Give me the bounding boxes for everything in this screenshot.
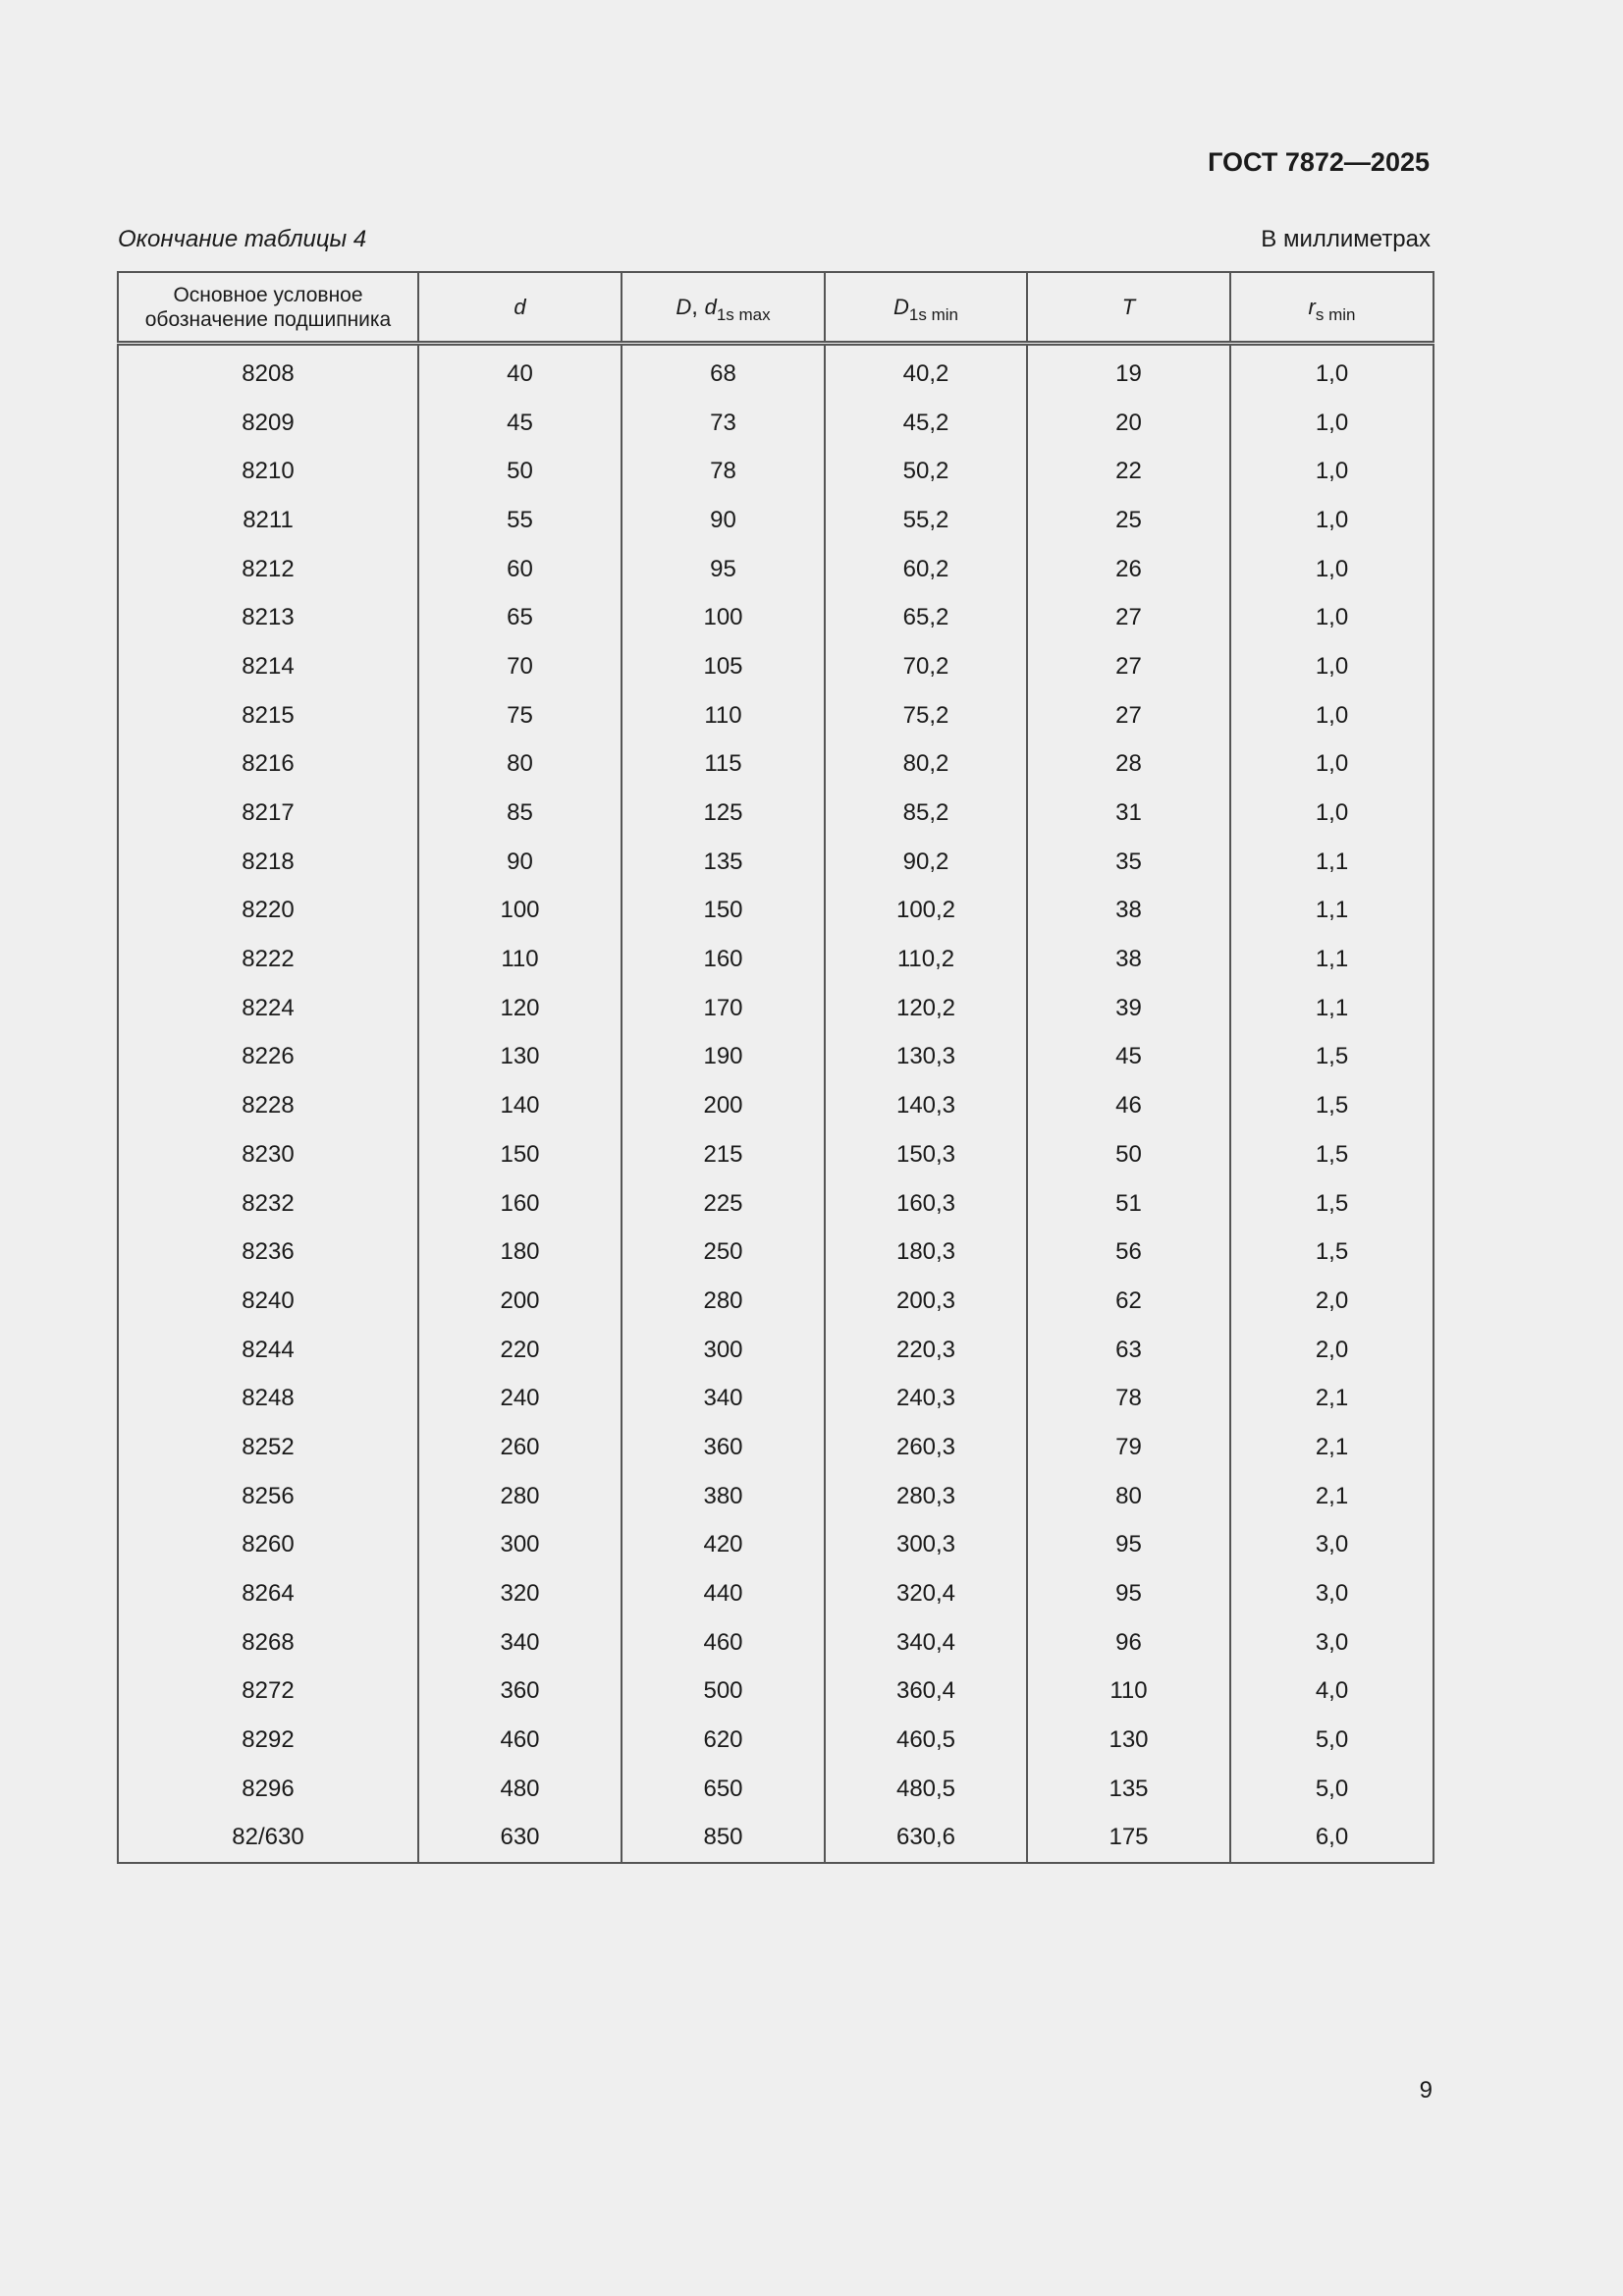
cell-d: 340 [418,1618,622,1667]
cell-designation: 8272 [118,1667,418,1717]
table-row [118,838,1434,887]
cell-rs-min: 4,0 [1230,1667,1434,1717]
table-row [118,789,1434,838]
cell-D-d1s-max: 90 [622,496,825,545]
cell-rs-min: 2,0 [1230,1326,1434,1375]
cell-rs-min: 5,0 [1230,1765,1434,1814]
cell-D-d1s-max: 100 [622,593,825,642]
cell-D-d1s-max: 200 [622,1081,825,1130]
cell-rs-min: 1,0 [1230,740,1434,790]
cell-T: 135 [1027,1765,1230,1814]
cell-T: 78 [1027,1374,1230,1423]
cell-D1s-min: 130,3 [825,1033,1027,1082]
cell-d: 65 [418,593,622,642]
cell-T: 25 [1027,496,1230,545]
cell-T: 19 [1027,344,1230,399]
cell-T: 28 [1027,740,1230,790]
cell-designation: 8244 [118,1326,418,1375]
header-subscript: s min [1315,304,1356,324]
cell-D1s-min: 45,2 [825,399,1027,448]
cell-rs-min: 1,0 [1230,399,1434,448]
cell-rs-min: 3,0 [1230,1521,1434,1570]
cell-rs-min: 1,5 [1230,1033,1434,1082]
table-row [118,1228,1434,1277]
cell-d: 55 [418,496,622,545]
cell-designation: 82/630 [118,1814,418,1864]
header-separator: , [691,293,705,320]
cell-T: 79 [1027,1423,1230,1472]
cell-d: 460 [418,1716,622,1765]
cell-designation: 8264 [118,1569,418,1618]
cell-T: 175 [1027,1814,1230,1864]
cell-designation: 8292 [118,1716,418,1765]
header-subscript: 1s max [716,304,771,324]
cell-rs-min: 2,0 [1230,1277,1434,1326]
cell-d: 360 [418,1667,622,1717]
cell-d: 150 [418,1130,622,1179]
cell-rs-min: 2,1 [1230,1374,1434,1423]
cell-rs-min: 1,0 [1230,789,1434,838]
cell-designation: 8216 [118,740,418,790]
units-note: В миллиметрах [1261,226,1431,252]
table-row [118,496,1434,545]
table-row [118,399,1434,448]
table-row [118,1765,1434,1814]
cell-D1s-min: 280,3 [825,1472,1027,1521]
table-row [118,1033,1434,1082]
cell-T: 96 [1027,1618,1230,1667]
table-row [118,1667,1434,1717]
cell-D1s-min: 100,2 [825,887,1027,936]
cell-D-d1s-max: 440 [622,1569,825,1618]
cell-rs-min: 2,1 [1230,1423,1434,1472]
header-symbol: T [1121,294,1136,319]
table-header-row [118,272,1434,344]
cell-designation: 8220 [118,887,418,936]
cell-designation: 8218 [118,838,418,887]
cell-D-d1s-max: 225 [622,1179,825,1229]
cell-T: 80 [1027,1472,1230,1521]
cell-rs-min: 1,5 [1230,1130,1434,1179]
cell-T: 56 [1027,1228,1230,1277]
cell-designation: 8212 [118,545,418,594]
cell-rs-min: 3,0 [1230,1569,1434,1618]
cell-D1s-min: 55,2 [825,496,1027,545]
cell-rs-min: 1,0 [1230,344,1434,399]
table-row [118,447,1434,496]
cell-T: 63 [1027,1326,1230,1375]
table-caption: Окончание таблицы 4 [118,226,367,252]
cell-D-d1s-max: 380 [622,1472,825,1521]
cell-T: 22 [1027,447,1230,496]
header-symbol: d [514,294,526,319]
cell-designation: 8236 [118,1228,418,1277]
cell-D-d1s-max: 620 [622,1716,825,1765]
cell-T: 130 [1027,1716,1230,1765]
cell-T: 38 [1027,887,1230,936]
cell-rs-min: 1,0 [1230,447,1434,496]
cell-T: 110 [1027,1667,1230,1717]
cell-D1s-min: 200,3 [825,1277,1027,1326]
cell-rs-min: 5,0 [1230,1716,1434,1765]
cell-D1s-min: 65,2 [825,593,1027,642]
cell-D1s-min: 480,5 [825,1765,1027,1814]
table-row [118,1618,1434,1667]
cell-d: 90 [418,838,622,887]
cell-D1s-min: 340,4 [825,1618,1027,1667]
cell-D1s-min: 90,2 [825,838,1027,887]
cell-rs-min: 1,0 [1230,545,1434,594]
table-row [118,593,1434,642]
cell-D-d1s-max: 105 [622,642,825,691]
cell-D1s-min: 460,5 [825,1716,1027,1765]
cell-d: 200 [418,1277,622,1326]
table-body [118,344,1434,1864]
cell-d: 160 [418,1179,622,1229]
cell-D1s-min: 150,3 [825,1130,1027,1179]
column-header-rs-min [1230,272,1434,344]
header-symbol: r [1308,294,1316,319]
cell-D-d1s-max: 340 [622,1374,825,1423]
cell-d: 220 [418,1326,622,1375]
table-row [118,935,1434,984]
cell-rs-min: 1,0 [1230,593,1434,642]
cell-D-d1s-max: 78 [622,447,825,496]
header-symbol: D [893,294,909,319]
cell-rs-min: 2,1 [1230,1472,1434,1521]
table-row [118,740,1434,790]
cell-designation: 8213 [118,593,418,642]
cell-d: 75 [418,691,622,740]
cell-D-d1s-max: 250 [622,1228,825,1277]
cell-D-d1s-max: 73 [622,399,825,448]
cell-rs-min: 1,5 [1230,1179,1434,1229]
cell-rs-min: 6,0 [1230,1814,1434,1864]
cell-designation: 8217 [118,789,418,838]
cell-T: 27 [1027,691,1230,740]
cell-d: 140 [418,1081,622,1130]
table-row [118,1326,1434,1375]
table-row [118,1472,1434,1521]
cell-D1s-min: 40,2 [825,344,1027,399]
cell-d: 120 [418,984,622,1033]
cell-rs-min: 1,1 [1230,984,1434,1033]
table-row [118,1716,1434,1765]
table-row [118,984,1434,1033]
cell-D1s-min: 320,4 [825,1569,1027,1618]
table-row [118,642,1434,691]
cell-d: 60 [418,545,622,594]
cell-T: 50 [1027,1130,1230,1179]
header-symbol: D [676,294,692,319]
cell-T: 39 [1027,984,1230,1033]
cell-rs-min: 1,0 [1230,691,1434,740]
cell-d: 70 [418,642,622,691]
cell-d: 45 [418,399,622,448]
cell-designation: 8248 [118,1374,418,1423]
cell-designation: 8228 [118,1081,418,1130]
cell-D-d1s-max: 215 [622,1130,825,1179]
table-row [118,887,1434,936]
cell-D1s-min: 360,4 [825,1667,1027,1717]
cell-D-d1s-max: 170 [622,984,825,1033]
cell-d: 40 [418,344,622,399]
cell-T: 27 [1027,642,1230,691]
column-header-D-d1s-max [622,272,825,344]
cell-rs-min: 1,5 [1230,1081,1434,1130]
cell-rs-min: 1,0 [1230,496,1434,545]
column-header-D1s-min [825,272,1027,344]
table-row [118,1814,1434,1864]
cell-designation: 8210 [118,447,418,496]
cell-D1s-min: 260,3 [825,1423,1027,1472]
cell-T: 62 [1027,1277,1230,1326]
cell-d: 110 [418,935,622,984]
cell-designation: 8209 [118,399,418,448]
table-row [118,691,1434,740]
cell-rs-min: 1,1 [1230,838,1434,887]
cell-D-d1s-max: 650 [622,1765,825,1814]
column-header-d [418,272,622,344]
header-symbol: d [704,294,717,319]
cell-T: 38 [1027,935,1230,984]
cell-rs-min: 3,0 [1230,1618,1434,1667]
cell-designation: 8224 [118,984,418,1033]
cell-designation: 8240 [118,1277,418,1326]
cell-d: 100 [418,887,622,936]
cell-T: 95 [1027,1569,1230,1618]
cell-D-d1s-max: 190 [622,1033,825,1082]
cell-D1s-min: 300,3 [825,1521,1027,1570]
cell-designation: 8232 [118,1179,418,1229]
cell-d: 260 [418,1423,622,1472]
cell-D-d1s-max: 110 [622,691,825,740]
cell-D-d1s-max: 280 [622,1277,825,1326]
page-number: 9 [1419,2077,1433,2104]
cell-D1s-min: 120,2 [825,984,1027,1033]
cell-T: 45 [1027,1033,1230,1082]
column-header-T [1027,272,1230,344]
cell-d: 240 [418,1374,622,1423]
cell-T: 31 [1027,789,1230,838]
column-header-designation: Основное условное обозначение подшипника [118,272,418,344]
cell-D1s-min: 85,2 [825,789,1027,838]
cell-designation: 8214 [118,642,418,691]
table-row [118,1423,1434,1472]
cell-rs-min: 1,1 [1230,935,1434,984]
cell-D-d1s-max: 135 [622,838,825,887]
cell-d: 50 [418,447,622,496]
table-row [118,1130,1434,1179]
cell-designation: 8226 [118,1033,418,1082]
cell-D-d1s-max: 850 [622,1814,825,1864]
cell-designation: 8222 [118,935,418,984]
cell-D-d1s-max: 125 [622,789,825,838]
bearing-dimensions-table [117,271,1434,1864]
header-subscript: 1s min [908,304,958,324]
cell-D-d1s-max: 500 [622,1667,825,1717]
cell-D1s-min: 180,3 [825,1228,1027,1277]
cell-D1s-min: 80,2 [825,740,1027,790]
cell-D-d1s-max: 95 [622,545,825,594]
table-row [118,1277,1434,1326]
cell-d: 630 [418,1814,622,1864]
table-row [118,545,1434,594]
cell-rs-min: 1,5 [1230,1228,1434,1277]
table-row [118,1521,1434,1570]
cell-D-d1s-max: 300 [622,1326,825,1375]
cell-d: 280 [418,1472,622,1521]
cell-d: 130 [418,1033,622,1082]
cell-D1s-min: 160,3 [825,1179,1027,1229]
cell-D1s-min: 70,2 [825,642,1027,691]
table-row [118,1374,1434,1423]
cell-D-d1s-max: 150 [622,887,825,936]
cell-D1s-min: 60,2 [825,545,1027,594]
cell-d: 320 [418,1569,622,1618]
cell-designation: 8296 [118,1765,418,1814]
cell-designation: 8260 [118,1521,418,1570]
cell-d: 85 [418,789,622,838]
cell-designation: 8256 [118,1472,418,1521]
cell-d: 80 [418,740,622,790]
table-row [118,1569,1434,1618]
cell-d: 180 [418,1228,622,1277]
cell-D1s-min: 50,2 [825,447,1027,496]
cell-D-d1s-max: 68 [622,344,825,399]
cell-rs-min: 1,1 [1230,887,1434,936]
cell-d: 300 [418,1521,622,1570]
cell-T: 27 [1027,593,1230,642]
cell-D1s-min: 75,2 [825,691,1027,740]
cell-T: 26 [1027,545,1230,594]
cell-d: 480 [418,1765,622,1814]
document-id: ГОСТ 7872—2025 [1208,147,1430,177]
cell-D-d1s-max: 115 [622,740,825,790]
cell-rs-min: 1,0 [1230,642,1434,691]
cell-D1s-min: 110,2 [825,935,1027,984]
cell-designation: 8252 [118,1423,418,1472]
table-row [118,1081,1434,1130]
cell-D1s-min: 240,3 [825,1374,1027,1423]
cell-D-d1s-max: 160 [622,935,825,984]
table-row [118,344,1434,399]
cell-D-d1s-max: 360 [622,1423,825,1472]
cell-designation: 8208 [118,344,418,399]
cell-D-d1s-max: 420 [622,1521,825,1570]
cell-T: 95 [1027,1521,1230,1570]
table-row [118,1179,1434,1229]
cell-D-d1s-max: 460 [622,1618,825,1667]
cell-designation: 8230 [118,1130,418,1179]
cell-designation: 8268 [118,1618,418,1667]
cell-T: 51 [1027,1179,1230,1229]
cell-designation: 8211 [118,496,418,545]
cell-designation: 8215 [118,691,418,740]
cell-D1s-min: 140,3 [825,1081,1027,1130]
cell-D1s-min: 220,3 [825,1326,1027,1375]
cell-T: 46 [1027,1081,1230,1130]
cell-T: 35 [1027,838,1230,887]
cell-D1s-min: 630,6 [825,1814,1027,1864]
cell-T: 20 [1027,399,1230,448]
